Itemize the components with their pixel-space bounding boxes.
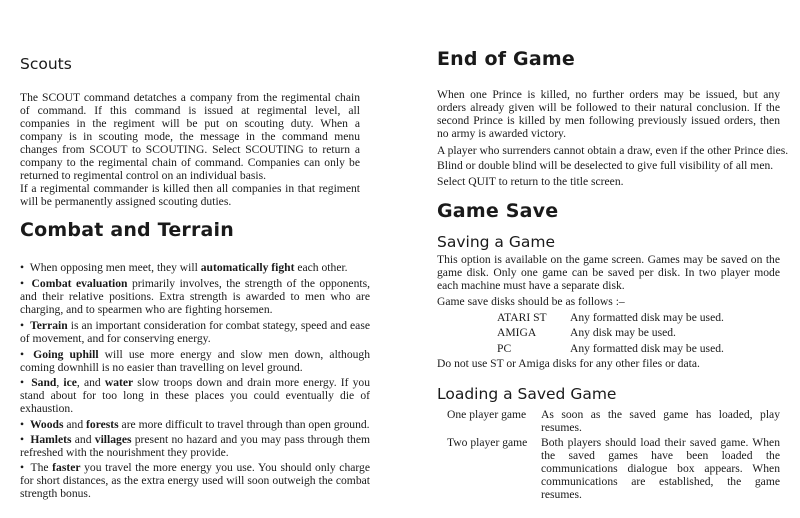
end-paragraph-1: When one Prince is killed, no further orders may be issued, but any orders already given will be followed to their natural conclusion. If the second Prince is killed by men following previously issued orders, then no army is awarded victory. xyxy=(437,88,780,140)
disk-description: Any disk may be used. xyxy=(570,326,676,339)
end-paragraph-4: Select QUIT to return to the title screen. xyxy=(437,175,624,188)
disk-row xyxy=(437,342,780,355)
disk-machine: ATARI ST xyxy=(497,311,547,324)
disk-row xyxy=(437,311,780,324)
scouts-paragraph-1: The SCOUT command detatches a company from the regimental chain of command. If this command is issued at regimental level, all companies in the regiment will be put on scouting duty. When a company is in scouting mode, the message in the command menu changes from SCOUT to SCOUTING. Select SCOUTING to return a company to the regimental chain of command. Companies can only be returned to regimental control on an individual basis. xyxy=(20,91,360,182)
bullet-auto-fight: • When opposing men meet, they will automatically fight each other. xyxy=(20,261,370,274)
combat-terrain-heading: Combat and Terrain xyxy=(20,219,235,241)
bullet-sand-ice-water: • Sand, ice, and water slow troops down and drain more energy. If you stand about for too long in these places you could eventually die of exhaustion. xyxy=(20,376,370,415)
bullet-faster: • The faster you travel the more energy you use. You should only charge for short distances, as the extra energy used will soon outweigh the combat strength bonus. xyxy=(20,461,370,500)
end-of-game-heading: End of Game xyxy=(437,48,575,70)
game-save-heading: Game Save xyxy=(437,200,559,222)
bullet-hamlets-villages: • Hamlets and villages present no hazard and you may pass through them refreshed with the nourishment they provide. xyxy=(20,433,370,459)
end-paragraph-2: A player who surrenders cannot obtain a draw, even if the other Prince dies. xyxy=(437,144,789,157)
loading-text: As soon as the saved game has loaded, play resumes. xyxy=(541,408,780,434)
end-paragraph-3: Blind or double blind will be deselected to give full visibility of all men. xyxy=(437,159,774,172)
loading-two-player xyxy=(447,436,790,501)
loading-text: Both players should load their saved game. When the saved games have been loaded the communications dialogue box appears. When communications are established, the game resumes. xyxy=(541,436,780,501)
loading-label: One player game xyxy=(447,408,527,421)
disk-machine: AMIGA xyxy=(497,326,537,339)
bullet-uphill: • Going uphill will use more energy and slow men down, although coming downhill is no easier than travelling on level ground. xyxy=(20,348,370,374)
scouts-heading: Scouts xyxy=(20,55,72,73)
bullet-woods-forests: • Woods and forests are more difficult to travel through than open ground. xyxy=(20,418,370,431)
bullet-combat-evaluation: • Combat evaluation primarily involves, the strength of the opponents, and their relative positions. Extra strength is awarded to men who are charging, and to spearmen who are fighting horsemen. xyxy=(20,277,370,316)
disk-description: Any formatted disk may be used. xyxy=(570,311,724,324)
loading-one-player xyxy=(447,408,790,436)
disk-description: Any formatted disk may be used. xyxy=(570,342,724,355)
bullet-terrain: • Terrain is an important consideration for combat stategy, speed and ease of movement, and for conserving energy. xyxy=(20,319,370,345)
saving-game-heading: Saving a Game xyxy=(437,233,555,251)
saving-paragraph-1: This option is available on the game screen. Games may be saved on the game disk. Only one game can be saved per disk. In two player mode each machine must have a separate disk. xyxy=(437,253,780,292)
saving-paragraph-2: Game save disks should be as follows :– xyxy=(437,295,625,308)
disk-machine: PC xyxy=(497,342,512,355)
loading-label: Two player game xyxy=(447,436,528,449)
disk-row xyxy=(437,326,780,339)
scouts-paragraph-2: If a regimental commander is killed then all companies in that regiment will be permanently assigned scouting duties. xyxy=(20,182,360,208)
saving-paragraph-3: Do not use ST or Amiga disks for any other files or data. xyxy=(437,357,700,370)
loading-game-heading: Loading a Saved Game xyxy=(437,385,617,403)
